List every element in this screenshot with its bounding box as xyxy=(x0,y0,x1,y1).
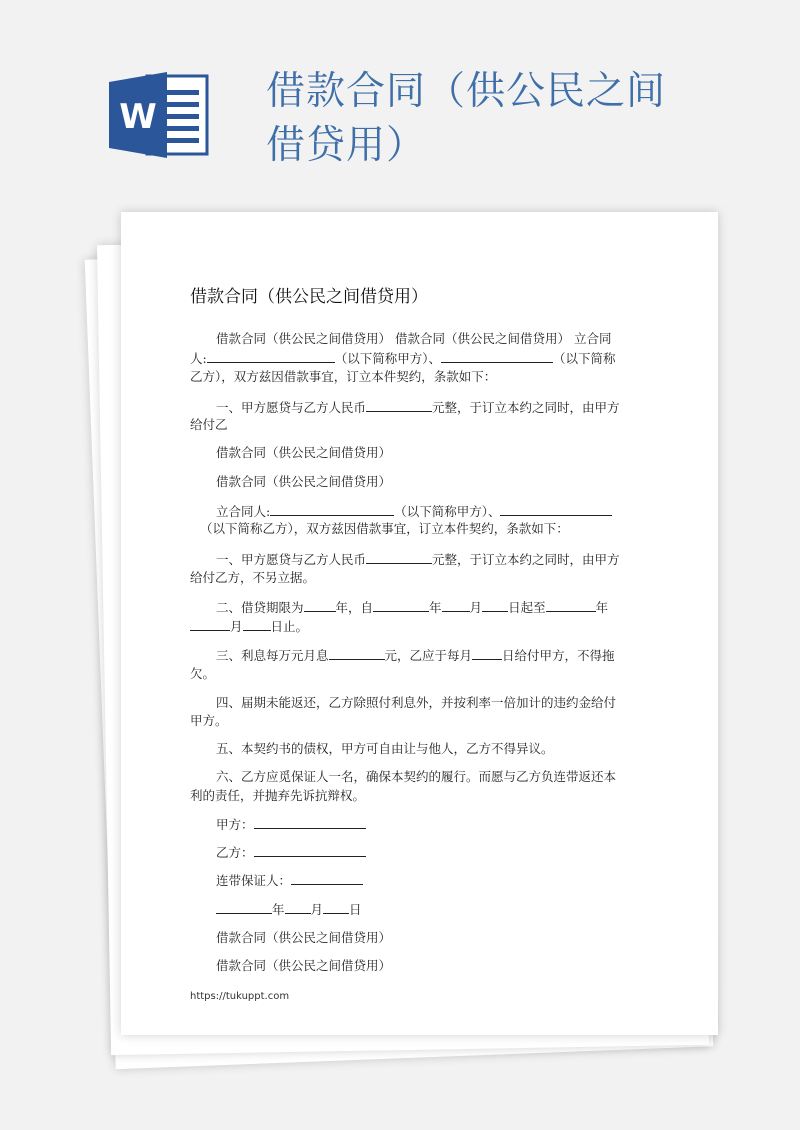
doc-line: 借款合同（供公民之间借贷用） 借款合同（供公民之间借贷用） 立合同 xyxy=(216,331,612,346)
doc-line: 给付乙方，不另立据。 xyxy=(190,570,316,585)
doc-line: 借款合同（供公民之间借贷用） xyxy=(216,474,392,489)
doc-line: 一、甲方愿贷与乙方人民币 元整，于订立本约之同时，由甲方 xyxy=(216,552,620,567)
svg-text:W: W xyxy=(119,97,157,137)
doc-line: 立合同人: （以下简称甲方）、 xyxy=(216,502,612,521)
doc-line: 借款合同（供公民之间借贷用） xyxy=(216,958,392,973)
doc-line: 利的责任，并抛弃先诉抗辩权。 xyxy=(190,788,366,803)
signature-party-a: 甲方： xyxy=(216,815,366,834)
doc-line: 人: （以下简称甲方）、 （以下简称 xyxy=(190,351,616,366)
signature-date: 年 月 日 xyxy=(216,900,362,919)
word-document-icon xyxy=(109,72,209,158)
doc-line: 给付乙 xyxy=(190,417,228,432)
page-title-line-2: 借贷用） xyxy=(266,123,427,168)
page-title-line-1: 借款合同（供公民之间 xyxy=(266,69,667,114)
doc-line: 甲方。 xyxy=(190,713,228,728)
signature-party-b: 乙方： xyxy=(216,843,366,862)
doc-line: （以下简称乙方），双方兹因借款事宜，订立本件契约，条款如下： xyxy=(200,521,569,536)
doc-line: 月 日止。 xyxy=(190,617,308,636)
doc-line: 借款合同（供公民之间借贷用） xyxy=(216,445,392,460)
signature-guarantor: 连带保证人： xyxy=(216,871,363,890)
doc-line: 五、本契约书的债权，甲方可自由让与他人，乙方不得异议。 xyxy=(216,741,554,756)
footer-url: https://tukuppt.com xyxy=(190,991,290,1002)
doc-line: 借款合同（供公民之间借贷用） xyxy=(216,930,392,945)
doc-line: 六、乙方应觅保证人一名，确保本契约的履行。而愿与乙方负连带返还本 xyxy=(216,769,617,784)
doc-line: 三、利息每万元月息 元，乙应于每月 日给付甲方，不得拖 xyxy=(216,648,615,663)
doc-line: 一、甲方愿贷与乙方人民币 元整，于订立本约之同时，由甲方 xyxy=(216,400,620,415)
doc-line: 四、届期未能返还，乙方除照付利息外，并按利率一倍加计的违约金给付 xyxy=(216,695,617,710)
doc-line: 欠。 xyxy=(190,666,216,681)
document-title: 借款合同（供公民之间借贷用） xyxy=(190,287,428,307)
doc-line: 二、借贷期限为 年，自 年 月 日起至 年 xyxy=(216,600,609,615)
doc-line: 乙方），双方兹因借款事宜，订立本件契约，条款如下： xyxy=(190,369,497,384)
